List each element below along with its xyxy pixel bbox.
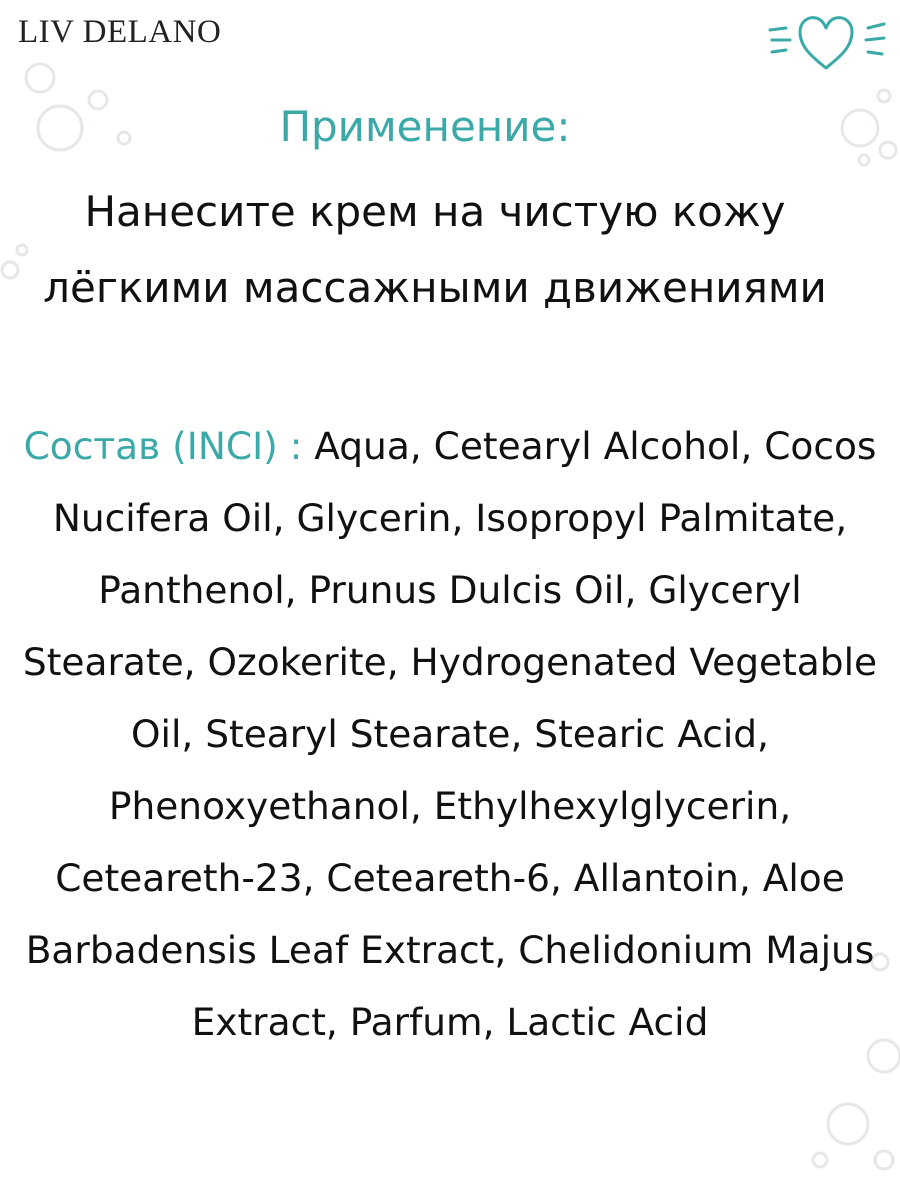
heart-sparkle-icon <box>762 6 892 76</box>
composition-paragraph <box>20 410 880 1058</box>
ingredients-list: Aqua, Cetearyl Alcohol, Cocos Nucifera Oil, Glycerin, Isopropyl Palmitate, Panthenol, Prunus Dulcis Oil, Glyceryl Stearate, Ozokerite, Hydrogenated Vegetable Oil, Stearyl Stearate, Stearic Acid, Phenoxyethanol, Ethylhexylglycerin, Ceteareth-23, Ceteareth-6, Allantoin, Aloe Barbadensis Leaf Extract, Chelidonium Majus Extract, Parfum, Lactic Acid <box>22 424 878 1044</box>
usage-title: Применение: <box>279 102 571 151</box>
usage-text: Нанесите крем на чистую кожу лёгкими массажными движениями <box>43 187 827 312</box>
brand-name: LIV DELANO <box>18 14 222 50</box>
composition-label: Состав (INCI) : <box>23 424 315 468</box>
